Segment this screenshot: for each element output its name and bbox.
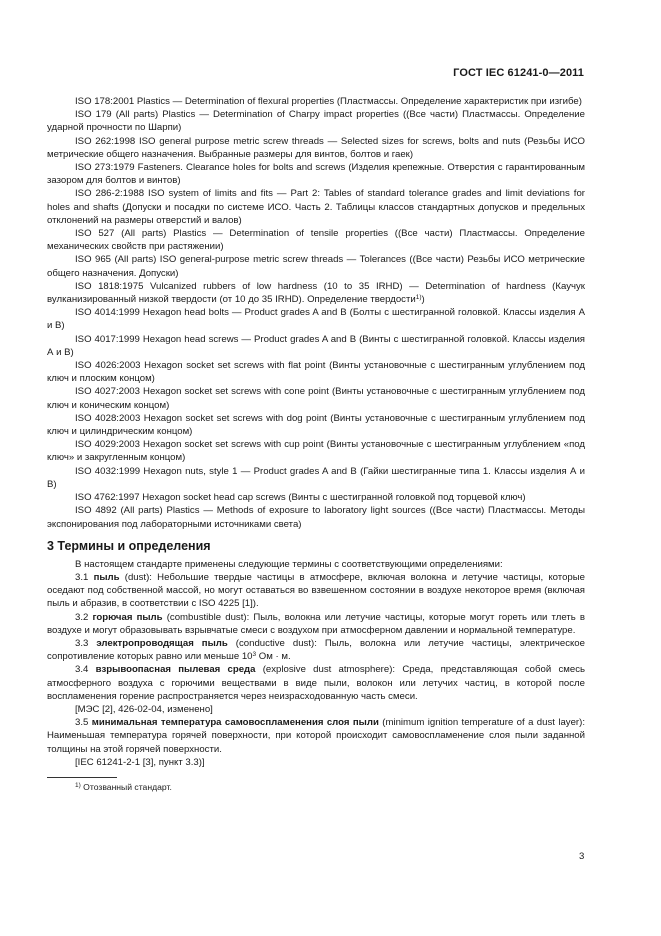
ref-iso-179: ISO 179 (All parts) Plastics — Determination of Charpy impact properties ((Все части) Пластмассы. Определение ударной прочности по Шарпи) bbox=[47, 109, 585, 134]
term-3-5-source: [IEC 61241-2-1 [3], пункт 3.3)] bbox=[75, 756, 205, 768]
term-3-2-number: 3.2 bbox=[75, 611, 93, 623]
footnote-mark: 1) bbox=[75, 781, 81, 789]
page-number: 3 bbox=[579, 851, 585, 862]
footnote bbox=[75, 781, 585, 793]
ref-iso-4029: ISO 4029:2003 Hexagon socket set screws with cup point (Винты установочные с шестигранным углублением «под ключ» и закругленным концом) bbox=[47, 439, 585, 464]
footnote-marker: 1) bbox=[415, 294, 422, 302]
standard-header: ГОСТ IEC 61241-0—2011 bbox=[453, 67, 584, 79]
term-3-5-name: минимальная температура самовоспламенения слоя пыли bbox=[91, 717, 379, 729]
term-3-4-name: взрывоопасная пылевая среда bbox=[95, 664, 256, 676]
term-3-1 bbox=[47, 571, 585, 611]
ref-iso-4028: ISO 4028:2003 Hexagon socket set screws with dog point (Винты установочные с шестигранным углублением под ключ и цилиндрическим концом) bbox=[47, 412, 585, 438]
ref-iso-286-2: ISO 286-2:1988 ISO system of limits and fits — Part 2: Tables of standard tolerance grades and limit deviations for holes and shafts (Допуски и посадки по системе ИСО. Часть 2. Таблицы классов стандартных допусков и предельных отклонений на размеры отверстий и валов) bbox=[47, 188, 585, 226]
term-3-1-definition: (dust): Небольшие твердые частицы в атмосфере, включая волокна и летучие частицы, которые оседают под собственной массой, но могут оставаться во взвешенном состоянии в воздухе некоторое время (включая пыль и абразив, в соответствии с ISO 4225 [1]). bbox=[47, 571, 585, 610]
ref-iso-262: ISO 262:1998 ISO general purpose metric screw threads — Selected sizes for screws, bolts and nuts (Резьбы ИСО метрические общего назначения. Выбранные размеры для винтов, болтов и гаек) bbox=[47, 135, 585, 160]
ref-iso-4032: ISO 4032:1999 Hexagon nuts, style 1 — Product grades A and B (Гайки шестигранные типа 1. Классы изделия А и В) bbox=[47, 465, 585, 490]
term-3-5 bbox=[47, 716, 585, 756]
ref-iso-178: ISO 178:2001 Plastics — Determination of flexural properties (Пластмассы. Определение характеристик при изгибе) bbox=[75, 96, 582, 107]
section-3-title: 3 Термины и определения bbox=[47, 538, 211, 553]
term-3-4-number: 3.4 bbox=[75, 664, 96, 676]
ref-iso-4892: ISO 4892 (All parts) Plastics — Methods of exposure to laboratory light sources ((Все части) Пластмассы. Методы экспонирования под лабораторными источниками света) bbox=[47, 505, 585, 530]
ref-iso-4027: ISO 4027:2003 Hexagon socket set screws with cone point (Винты установочные с шестигранным углублением под ключ и коническим концом) bbox=[47, 386, 585, 411]
ref-iso-1818-text: ISO 1818:1975 Vulcanized rubbers of low hardness (10 to 35 IRHD) — Determination of hardness (Каучук вулканизированный низкой твердости (от 10 до 35 IRHD). Определение твердости bbox=[47, 280, 585, 306]
footnote-text: Отозванный стандарт. bbox=[80, 781, 172, 792]
ref-iso-965: ISO 965 (All parts) ISO general-purpose metric screw threads — Tolerances ((Все части) Резьбы ИСО метрические общего назначения. Допуски) bbox=[47, 254, 585, 279]
term-3-5-number: 3.5 bbox=[75, 717, 92, 729]
ref-iso-4026: ISO 4026:2003 Hexagon socket set screws with flat point (Винты установочные с шестигранным углублением под ключ и плоским концом) bbox=[47, 360, 585, 385]
term-3-2-definition: (combustible dust): Пыль, волокна или летучие частицы, которые могут гореть или тлеть в воздухе и могут образовывать взрывчатые смеси с воздухом при атмосферном давлении и нормальной температуре. bbox=[47, 611, 585, 636]
term-3-3-name: электропроводящая пыль bbox=[96, 637, 228, 649]
footnote-divider bbox=[47, 777, 117, 778]
term-3-4-definition: (explosive dust atmosphere): Среда, представляющая собой смесь атмосферного воздуха с горючими веществами в виде пыли, волокон или летучих частиц, в которой после воспламенения горение распространяется через неизрасходованную часть смеси. bbox=[47, 664, 585, 702]
ref-iso-1818-tail: ) bbox=[421, 294, 425, 306]
section-3-intro: В настоящем стандарте применены следующие термины с соответствующими определениями: bbox=[75, 558, 503, 570]
ref-iso-4017: ISO 4017:1999 Hexagon head screws — Product grades A and B (Винты с шестигранной головкой. Классы изделия А и В) bbox=[47, 333, 585, 358]
ref-iso-273: ISO 273:1979 Fasteners. Clearance holes for bolts and screws (Изделия крепежные. Отверстия с гарантированным зазором для болтов и винтов) bbox=[47, 162, 585, 187]
term-3-4 bbox=[47, 663, 585, 703]
document-body bbox=[47, 95, 585, 793]
term-3-3-unit: Ом · м. bbox=[256, 651, 291, 663]
exponent: 3 bbox=[252, 651, 257, 659]
term-3-1-number: 3.1 bbox=[75, 571, 94, 583]
term-3-2-name: горючая пыль bbox=[92, 611, 163, 623]
term-3-5-definition: (minimum ignition temperature of a dust layer): Наименьшая температура горячей поверхности, при которой происходит самовоспламенение слоя пыли заданной толщины на этой горячей поверхности. bbox=[47, 717, 585, 755]
term-3-4-source: [МЭС [2], 426-02-04, изменено] bbox=[75, 703, 213, 715]
term-3-3-number: 3.3 bbox=[75, 637, 97, 649]
ref-iso-1818 bbox=[47, 280, 585, 306]
term-3-2 bbox=[47, 611, 585, 637]
ref-iso-527: ISO 527 (All parts) Plastics — Determination of tensile properties ((Все части) Пластмассы. Определение механических свойств при растяжении) bbox=[47, 228, 585, 253]
ref-iso-4014: ISO 4014:1999 Hexagon head bolts — Product grades A and B (Болты с шестигранной головкой. Классы изделия А и В) bbox=[47, 307, 585, 332]
term-3-1-name: пыль bbox=[93, 571, 120, 583]
term-3-3-definition: (conductive dust): Пыль, волокна или летучие частицы, электрическое сопротивление которых равно или меньше 10 bbox=[47, 637, 585, 663]
ref-iso-4762: ISO 4762:1997 Hexagon socket head cap screws (Винты с шестигранной головкой под торцевой ключ) bbox=[75, 492, 526, 504]
term-3-3 bbox=[47, 637, 585, 663]
